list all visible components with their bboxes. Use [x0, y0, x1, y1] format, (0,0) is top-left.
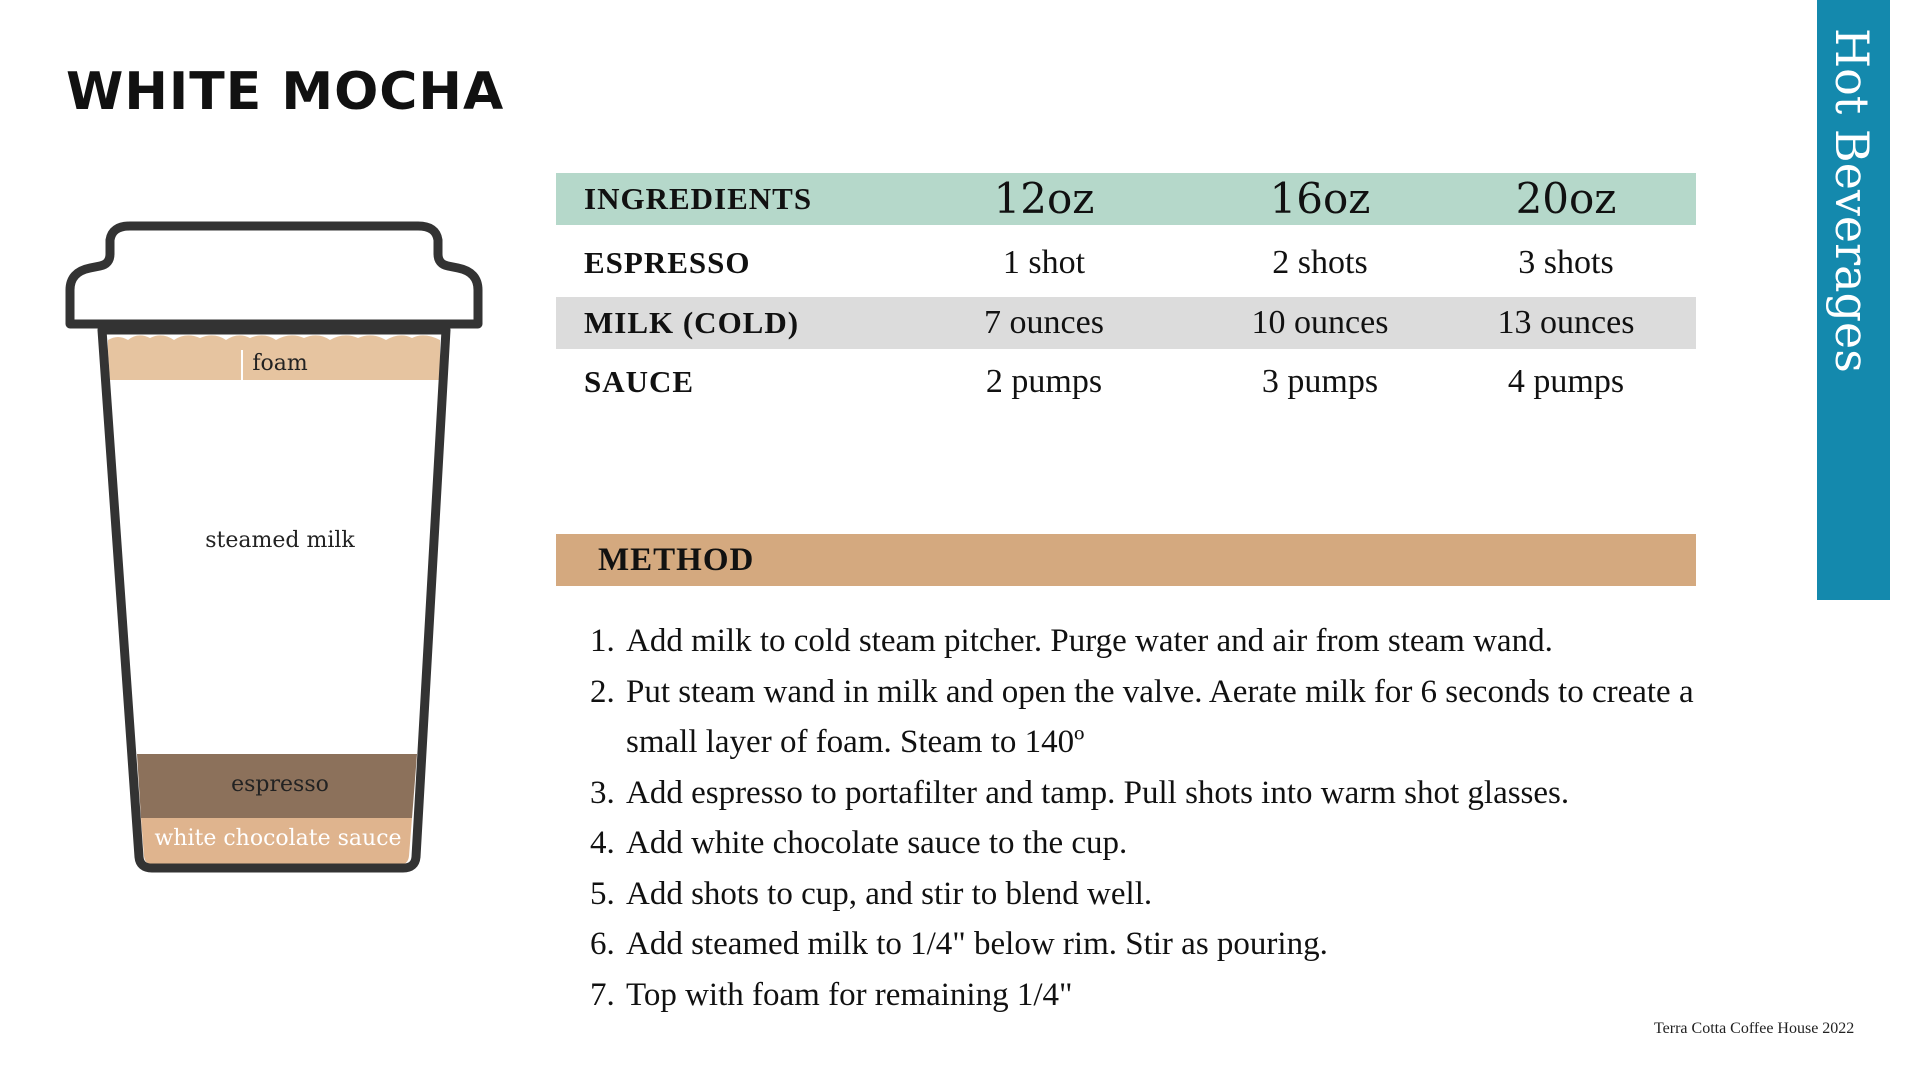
- espresso-label: espresso: [231, 772, 329, 797]
- step-text: Add shots to cup, and stir to blend well.: [626, 875, 1153, 912]
- step-number: 6.: [590, 926, 615, 962]
- table-cell: 7 ounces: [984, 304, 1104, 341]
- step-text: Add espresso to portafilter and tamp. Pull shots into warm shot glasses.: [626, 774, 1570, 811]
- method-header: [556, 534, 1696, 586]
- method-step: [590, 616, 1710, 667]
- ingredients-heading: INGREDIENTS: [584, 181, 813, 216]
- step-text: Top with foam for remaining 1/4": [626, 976, 1073, 1013]
- method-steps: [590, 616, 1710, 1020]
- table-row-milk: [556, 297, 1696, 349]
- method-step: [590, 869, 1710, 920]
- steamed-milk-label: steamed milk: [205, 528, 355, 553]
- method-step: [590, 818, 1710, 869]
- table-cell: 1 shot: [1002, 244, 1086, 281]
- step-number: 3.: [590, 774, 615, 811]
- table-cell: 4 pumps: [1507, 363, 1625, 400]
- size-12oz: 12oz: [993, 174, 1095, 223]
- table-row-sauce: [556, 356, 1696, 408]
- table-cell: 2 shots: [1272, 244, 1368, 281]
- category-tab: [1817, 0, 1890, 600]
- method-step: [590, 768, 1710, 819]
- cup-lid: [70, 226, 478, 324]
- row-label: MILK (COLD): [584, 305, 800, 340]
- table-cell: 13 ounces: [1497, 304, 1635, 341]
- table-cell: 10 ounces: [1251, 304, 1389, 341]
- step-number: 4.: [590, 825, 615, 861]
- row-label: SAUCE: [584, 364, 695, 399]
- foam-label: foam: [252, 351, 308, 376]
- step-text: Put steam wand in milk and open the valve. Aerate milk for 6 seconds to create a small layer of foam. Steam to 140º: [626, 673, 1694, 760]
- method-step: [590, 970, 1710, 1021]
- step-number: 1.: [590, 623, 615, 659]
- page-title: WHITE MOCHA: [66, 62, 505, 122]
- row-label: ESPRESSO: [584, 245, 751, 280]
- footer-credit: Terra Cotta Coffee House 2022: [1654, 1020, 1855, 1037]
- table-row-espresso: [556, 237, 1696, 289]
- size-20oz: 20oz: [1515, 174, 1617, 223]
- table-cell: 3 pumps: [1261, 363, 1379, 400]
- table-header-row: [556, 173, 1696, 225]
- sauce-label: white chocolate sauce: [154, 826, 402, 851]
- method-step: [590, 667, 1710, 768]
- size-16oz: 16oz: [1269, 174, 1371, 223]
- category-tab-label: Hot Beverages: [1825, 28, 1879, 373]
- cup-illustration: [60, 220, 510, 885]
- step-text: Add white chocolate sauce to the cup.: [626, 825, 1128, 861]
- step-number: 7.: [590, 976, 615, 1013]
- step-number: 5.: [590, 875, 615, 912]
- step-text: Add milk to cold steam pitcher. Purge water and air from steam wand.: [626, 623, 1553, 659]
- method-step: [590, 919, 1710, 970]
- step-number: 2.: [590, 673, 615, 710]
- table-cell: 3 shots: [1518, 244, 1614, 281]
- method-heading: METHOD: [598, 542, 755, 578]
- table-cell: 2 pumps: [985, 363, 1103, 400]
- step-text: Add steamed milk to 1/4" below rim. Stir as pouring.: [626, 926, 1328, 962]
